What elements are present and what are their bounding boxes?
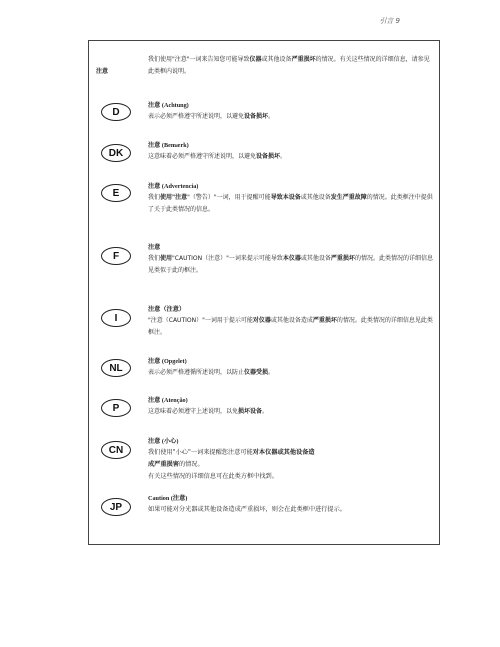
- body-text: "注意（CAUTION）"一词用于提示可能: [148, 317, 253, 324]
- body-text: 有关这些情况的详细信息可在此类方框中找到。: [148, 473, 278, 480]
- body-emphasis: 设备损坏: [244, 113, 269, 120]
- body-text: 我们: [148, 194, 161, 201]
- section-body: [148, 111, 436, 123]
- body-text: "CAUTION（注意）"一词来提示可能导致: [172, 255, 283, 262]
- language-badge-dk: DK: [101, 144, 131, 162]
- section-title: 注意 (Opgelet): [148, 358, 187, 365]
- body-text: 。: [262, 408, 269, 415]
- caution-section-jp: [148, 494, 436, 516]
- body-text: 的情况。此类情况的详细信息见此类框注。: [148, 317, 433, 336]
- intro-text: 我们使用"注意"一词来告知您可能导致: [148, 56, 250, 63]
- body-emphasis: 导致本设备: [270, 194, 301, 201]
- body-text: 。: [280, 153, 287, 160]
- body-text: 我们: [148, 255, 161, 262]
- section-label: 注意: [96, 68, 109, 75]
- caution-section-nl: [148, 357, 436, 379]
- body-emphasis: 严重损坏: [330, 255, 355, 262]
- language-badge-f: F: [101, 247, 131, 265]
- section-title: 注意 (Achtung): [148, 102, 189, 109]
- caution-section-dk: [148, 141, 436, 163]
- body-emphasis: 对仪器: [252, 317, 271, 324]
- section-body: [148, 151, 436, 163]
- language-badge-e: E: [101, 184, 131, 202]
- body-emphasis: 使用"注意: [160, 194, 188, 201]
- section-body: [148, 192, 436, 216]
- body-text: 的情况。: [178, 461, 204, 468]
- caution-section-p: [148, 396, 436, 418]
- caution-section-cn: [148, 437, 436, 483]
- language-badge-p: P: [101, 399, 131, 417]
- language-badge-i: I: [101, 309, 131, 327]
- language-badge-nl: NL: [101, 359, 131, 377]
- body-text: 这意味着必须遵守上述说明，以免: [148, 408, 239, 415]
- body-emphasis: 损坏设备: [238, 408, 263, 415]
- body-text: 或其他设备: [300, 255, 331, 262]
- section-title: 注意（注意）: [148, 306, 186, 313]
- body-line: [148, 447, 436, 459]
- page-header: 引言 9: [379, 17, 400, 25]
- body-text: 表示必须严格遵循所述说明，以防止: [148, 369, 245, 376]
- body-text: 或其他设备: [300, 194, 331, 201]
- caution-section-i: [148, 305, 436, 339]
- body-emphasis: 发生严重故障: [330, 194, 367, 201]
- body-text: 表示必须严格遵守所述说明，以避免: [148, 113, 245, 120]
- body-text: 。: [268, 369, 275, 376]
- section-body: [148, 315, 436, 339]
- body-text: 的情况。此类框注中提供了关于此类情况的信息。: [148, 194, 433, 213]
- body-emphasis: 设备损坏: [256, 153, 281, 160]
- intro-text: 的情况。有关这些情况的详细信息，请参见此类框内说明。: [148, 56, 430, 75]
- section-title: Caution (注意): [148, 495, 188, 502]
- language-badge-cn: CN: [101, 441, 131, 459]
- body-emphasis: 仪器受损: [244, 369, 269, 376]
- section-title: 注意: [148, 244, 161, 251]
- body-text: 或其他设备造成: [270, 317, 313, 324]
- body-text: 这意味着必须严格遵守所述说明，以避免: [148, 153, 257, 160]
- section-body: 如果可能对分光器或其他设备造成严重损坏，则会在此类框中进行提示。: [148, 506, 346, 513]
- section-title: 注意 (小心): [148, 438, 179, 445]
- language-badge-jp: JP: [101, 498, 131, 516]
- body-line: [148, 459, 436, 471]
- body-emphasis: 严重损坏: [312, 317, 337, 324]
- section-title: 注意 (Atenção): [148, 397, 188, 404]
- section-title: 注意 (Advertencia): [148, 183, 199, 190]
- body-text: 。: [268, 113, 275, 120]
- intro-emphasis: 仪器: [249, 56, 262, 63]
- body-emphasis: 成严重损害: [148, 461, 179, 468]
- section-body: [148, 367, 436, 379]
- intro-paragraph: [148, 54, 434, 78]
- body-emphasis: 对本仪器或其他设备造: [252, 449, 315, 456]
- caution-section-d: [148, 101, 436, 123]
- body-text: "（警告）"一词，用于提醒可能: [187, 194, 271, 201]
- intro-text: 或其他设备: [261, 56, 292, 63]
- section-body: [148, 253, 436, 277]
- body-text: 我们使用"小心"一词来提醒您注意可能: [148, 449, 253, 456]
- language-badge-d: D: [101, 103, 131, 121]
- caution-section-f: [148, 243, 436, 277]
- body-text: 的情况。此类情况的详细信息见类似于此的框注。: [148, 255, 433, 274]
- section-body: [148, 447, 436, 483]
- caution-section-e: [148, 182, 436, 216]
- body-emphasis: 使用: [160, 255, 173, 262]
- section-body: [148, 406, 436, 418]
- intro-emphasis: 严重损坏: [291, 56, 316, 63]
- section-title: 注意 (Bemærk): [148, 142, 189, 149]
- body-emphasis: 本仪器: [282, 255, 301, 262]
